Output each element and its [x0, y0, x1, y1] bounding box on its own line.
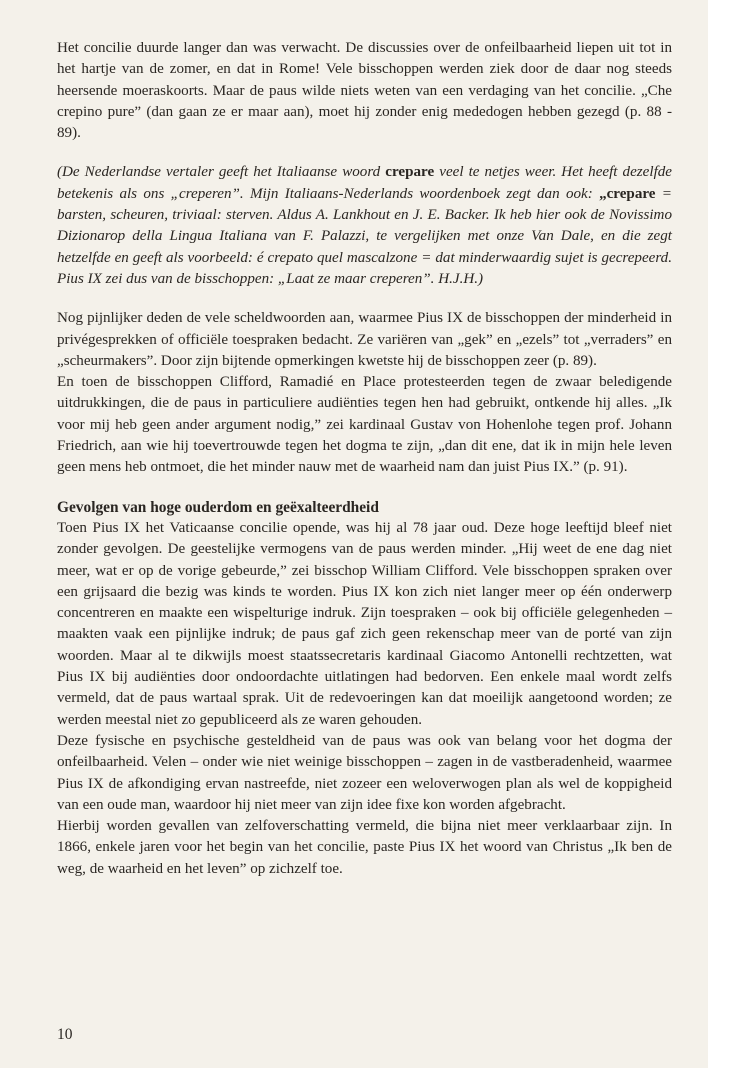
note-term-crepare: crepare: [385, 164, 435, 181]
paragraph-concilie: Het concilie duurde langer dan was verwacht. De discussies over de onfeilbaarheid liepen uit tot in het hartje van de zomer, en dat in Rome! Vele bisschoppen werden ziek door de daar nog steeds heersende moeraskoorts. Maar de paus wilde niets weten van een verdaging van het concilie. „Che crepino pure” (dan gaan ze er maar aan), moet hij zonder enig mededogen hebben gezegd (p. 88 - 89).: [57, 40, 672, 142]
note-text-2: veel te netjes weer. Het heeft dezelfde betekenis als ons „creperen”. Mijn Italiaans-Nederlands woordenboek zegt dan ook:: [57, 164, 673, 202]
page-number: 10: [57, 1026, 73, 1043]
note-text-1: (De Nederlandse vertaler geeft het Italiaanse woord: [57, 164, 386, 181]
section-heading: Gevolgen van hoge ouderdom en geëxalteerdheid: [57, 498, 379, 516]
paragraph-zelfoverschatting: Hierbij worden gevallen van zelfoverschatting vermeld, die bijna niet meer verklaarbaar zijn. In 1866, enkele jaren voor het begin van het concilie, paste Pius IX het woord van Christus „Ik ben de weg, de waarheid en het leven” op zichzelf toe.: [57, 818, 672, 877]
paragraph-gesteldheid: Deze fysische en psychische gesteldheid van de paus was ook van belang voor het dogma der onfeilbaarheid. Velen – onder wie niet weinige bisschoppen – zagen in de vastberadenheid, waarmee Pius IX de afkondiging ervan nastreefde, niet zozeer een weloverwogen plan als wel de koppigheid van een oude man, waardoor hij niet meer van zijn idee fixe kon worden afgebracht.: [57, 732, 672, 813]
note-text-3: = barsten, scheuren, triviaal: sterven. Aldus A. Lankhout en J. E. Backer. Ik heb hier ook de Novissimo Dizionarop della Lingua Italiana van F. Palazzi, te vergelijken met onze Van Dale, en die zegt hetzelfde en geeft als voorbeeld: é crepato quel mascalzone = dat minderwaardig sujet is gecrepeerd. Pius IX zei dus van de bisschoppen: „Laat ze maar creperen”. H.J.H.): [57, 185, 672, 287]
page-text: [57, 38, 672, 880]
spacer: [57, 144, 672, 162]
paragraph-ouderdom: Toen Pius IX het Vaticaanse concilie opende, was hij al 78 jaar oud. Deze hoge leeftijd bleef niet zonder gevolgen. De geestelijke vermogens van de paus werden minder. „Hij weet de ene dag niet meer, wat er op de vorige gebeurde,” zei bisschop William Clifford. Vele bisschoppen spraken over een grijsaard die bezig was kinds te worden. Pius IX kon zich niet langer meer op één onderwerp concentreren en maakte een wispelturige indruk. Zijn toespraken – ook bij officiële gelegenheden – maakten vaak een pijnlijke indruk; de paus gaf zich geen rekenschap meer van de porté van zijn woorden. Maar al te dikwijls moest staatssecretaris kardinaal Giacomo Antonelli rechtzetten, wat Pius IX bij audiënties door ondoordachte uitlatingen had bedorven. Een enkele maal wordt zelfs vermeld, dat de paus wartaal sprak. Uit de redevoeringen kan dat moeilijk aangetoond worden; ze werden meestal niet zo gepubliceerd als ze waren gehouden.: [57, 519, 672, 728]
paragraph-scheldwoorden: Nog pijnlijker deden de vele scheldwoorden aan, waarmee Pius IX de bisschoppen der minderheid in privégesprekken of officiële toespraken bedacht. Ze variëren van „gek” en „ezels” tot „verraders” en „scheurmakers”. Door zijn bijtende opmerkingen kwetste hij de bisschoppen zeer (p. 89).: [57, 310, 672, 369]
spacer: [57, 290, 672, 308]
spacer: [57, 479, 672, 497]
paragraph-clifford: En toen de bisschoppen Clifford, Ramadié en Place protesteerden tegen de zwaar beledigende uitdrukkingen, die de paus in particuliere audiënties tegen hen had gebruikt, ontkende hij alles. „Ik voor mij heb geen ander argument nodig,” zei kardinaal Gustav von Hohenlohe tegen prof. Johann Friedrich, aan wie hij toevertrouwde tegen het dogma te zijn, „dan dit ene, dat ik in mijn hele leven geen mens heb ontmoet, die het minder nauw met de waarheid nam dan juist Pius IX.” (p. 91).: [57, 374, 672, 476]
translator-note: [57, 162, 672, 290]
note-term-crepare-2: „crepare: [599, 185, 656, 202]
